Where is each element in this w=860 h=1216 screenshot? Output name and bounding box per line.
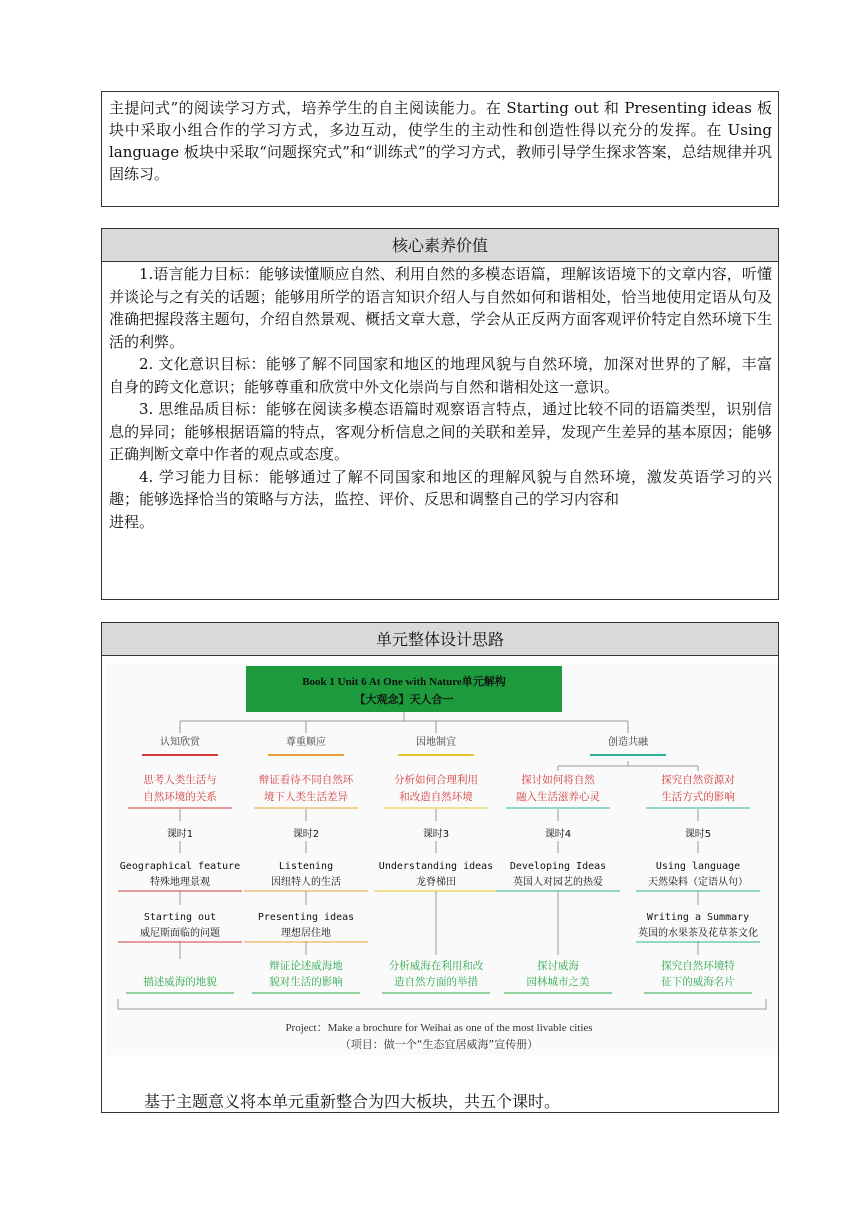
learning-ability-goal-end: 进程。 [109, 512, 155, 531]
cultural-awareness-goal: 2. 文化意识目标：能够了解不同国家和地区的地理风貌与自然环境，加深对世界的了解，丰富自身的跨文化意识；能够尊重和欣赏中外文化崇尚与自然和谐相处这一意识。 [109, 355, 772, 396]
learning-ability-goal: 4. 学习能力目标：能够通过了解不同国家和地区的理解风貌与自然环境，激发英语学习的兴趣；能够选择恰当的策略与方法，监控、评价、反思和调整自己的学习内容和 [109, 467, 772, 508]
lesson-task-chinese: 英国人对园艺的热爱 [513, 877, 603, 888]
unit-structure-diagram [106, 663, 778, 1055]
category-label: 创造共融 [608, 737, 648, 748]
lesson-task-english: Understanding ideas [378, 861, 494, 872]
category-label: 认知欣赏 [160, 737, 200, 748]
outcome-text: 造自然方面的举措 [394, 976, 478, 988]
lesson-task-english: Presenting ideas [257, 912, 355, 923]
project-line-1: Project：Make a brochure for Weihai as one of the most livable cities [285, 1022, 593, 1034]
lesson-task-chinese: 天然染料（定语从句） [648, 877, 748, 888]
lesson-label: 课时4 [544, 829, 572, 840]
core-literacy-body [102, 262, 778, 533]
goal-text: 探讨如何将自然 [521, 774, 595, 786]
lesson-task-english: Using language [655, 861, 741, 872]
goal-text: 融入生活滋养心灵 [516, 791, 600, 803]
lesson-label: 课时3 [422, 829, 450, 840]
outcome-text: 探究自然环境特 [661, 960, 735, 972]
lesson-task-english: Writing a Summary [646, 912, 750, 923]
language-ability-goal: 1.语言能力目标：能够读懂顺应自然、利用自然的多模态语篇，理解该语境下的文章内容，听懂并谈论与之有关的话题；能够用所学的语言知识介绍人与自然如何和谐相处，恰当地使用定语从句及准确把握段落主题句，介绍自然景观、概括文章大意，学会从正反两方面客观评价特定自然环境下生活的利弊。 [109, 265, 772, 351]
outcome-text: 分析威海在利用和改 [388, 960, 484, 972]
goal-text: 和改造自然环境 [399, 791, 473, 803]
lesson-label: 课时1 [166, 829, 194, 840]
lesson-task-english: Listening [278, 861, 334, 872]
outcome-text: 园林城市之美 [526, 976, 590, 988]
thinking-quality-goal: 3. 思维品质目标：能够在阅读多模态语篇时观察语言特点，通过比较不同的语篇类型，识别信息的异同；能够根据语篇的特点，客观分析信息之间的关联和差异，发现产生差异的基本原因；能够正确判断文章中作者的观点或态度。 [109, 400, 772, 463]
big-idea-banner [246, 666, 562, 712]
lesson-task-chinese: 威尼斯面临的问题 [140, 928, 220, 939]
lesson-task-chinese: 龙脊梯田 [416, 877, 456, 888]
big-idea-subtitle: 【大观念】天人合一 [354, 694, 454, 706]
core-literacy-box [101, 228, 779, 600]
lesson-label: 课时5 [684, 829, 712, 840]
lesson-task-chinese: 特殊地理景观 [150, 877, 210, 888]
unit-design-summary: 基于主题意义将本单元重新整合为四大板块，共五个课时。 [144, 1092, 561, 1111]
goal-text: 辩证看待不同自然环 [258, 774, 354, 786]
category-label: 因地制宜 [416, 737, 456, 748]
goal-text: 思考人类生活与 [143, 774, 217, 786]
lesson-task-english: Developing Ideas [509, 861, 607, 872]
lesson-label: 课时2 [292, 829, 320, 840]
lesson-task-chinese: 理想居住地 [281, 928, 331, 939]
goal-text: 分析如何合理利用 [394, 774, 478, 786]
goal-text: 生活方式的影响 [661, 791, 735, 803]
goal-text: 自然环境的关系 [143, 791, 217, 803]
lesson-task-chinese: 英国的水果茶及花草茶文化 [638, 928, 758, 939]
project-line-2: （项目：做一个“生态宜居威海”宣传册） [339, 1038, 539, 1051]
lesson-task-chinese: 因纽特人的生活 [271, 877, 341, 888]
unit-design-box [101, 622, 779, 1113]
lesson-task-english: Starting out [143, 912, 217, 923]
unit-design-header: 单元整体设计思路 [102, 623, 778, 656]
lesson-task-english: Geographical feature [119, 861, 241, 872]
learning-methods-box [101, 91, 779, 207]
outcome-text: 描述威海的地貌 [143, 976, 217, 988]
outcome-text: 征下的威海名片 [661, 976, 735, 988]
core-literacy-header: 核心素养价值 [102, 229, 778, 262]
big-idea-title: Book 1 Unit 6 At One with Nature单元解构 [302, 676, 506, 688]
outcome-text: 探讨威海 [537, 960, 579, 972]
goal-text: 境下人类生活差异 [264, 791, 348, 803]
learning-methods-text: 主提问式”的阅读学习方式，培养学生的自主阅读能力。在 Starting out 和 Presenting ideas 板块中采取小组合作的学习方式，多边互动，使学生的主动性和创造性得以充分的发挥。在 Using language 板块中采取“问题探究式”和“训练式”的学习方式，教师引导学生探求答案，总结规律并巩固练习。 [109, 99, 772, 183]
category-label: 尊重顺应 [286, 737, 326, 748]
outcome-text: 辩证论述威海地 [269, 960, 343, 972]
goal-text: 探究自然资源对 [661, 774, 735, 786]
outcome-text: 貌对生活的影响 [269, 976, 343, 988]
